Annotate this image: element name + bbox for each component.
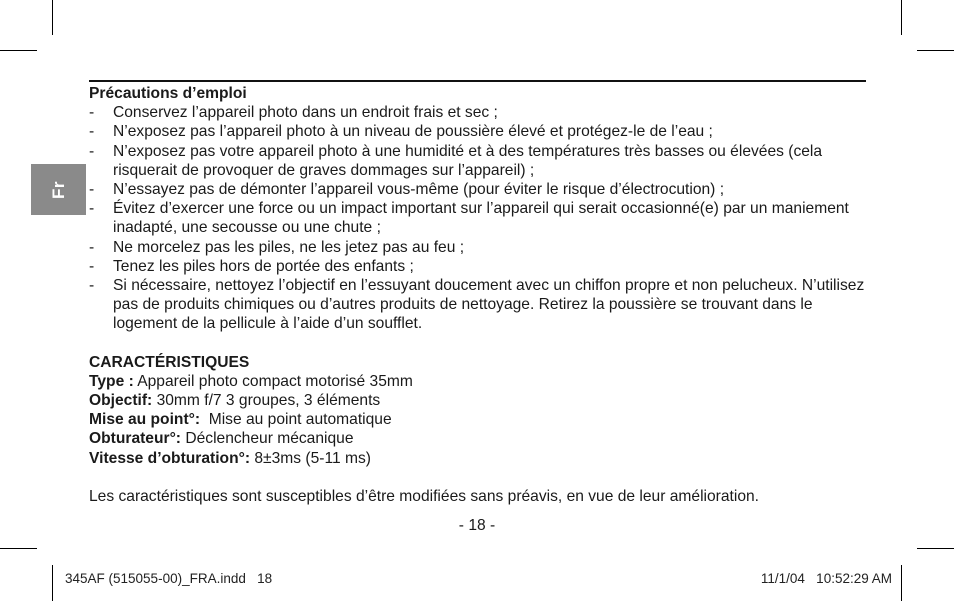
spacer [89,334,869,353]
crop-mark-top-left [52,0,53,35]
crop-mark-top-left [0,50,37,51]
list-item: - N’essayez pas de démonter l’appareil vous-même (pour éviter le risque d’électrocution) ; [89,181,725,199]
language-tab-label: Fr [48,180,68,199]
spec-row-focus: Mise au point°: Mise au point automatique [89,411,392,429]
list-item: - N’exposez pas l’appareil photo à un niveau de poussière élevé et protégez-le de l’eau ; [89,123,713,141]
slug-filename: 345AF (515055-00)_FRA.indd 18 [65,571,273,586]
spec-row-shutter: Obturateur°: Déclencheur mécanique [89,430,354,448]
page-content [89,84,869,506]
crop-mark-top-right [901,0,902,35]
slug-datetime: 11/1/04 10:52:29 AM [760,571,892,586]
spacer [89,468,869,487]
crop-mark-bottom-right [901,565,902,601]
spec-row-shutter-speed: Vitesse d’obturation°: 8±3ms (5-11 ms) [89,449,371,467]
crop-mark-bottom-left [0,548,37,549]
list-item: - Conservez l’appareil photo dans un endroit frais et sec ; [89,104,498,122]
page-number: - 18 - [458,517,496,534]
list-item: - Tenez les piles hors de portée des enfants ; [89,257,414,275]
list-item: - N’exposez pas votre appareil photo à une humidité et à des températures très basses ou élevées (cela risquerait de provoquer de graves dommages sur l’appareil) ; [89,142,823,179]
list-item: - Évitez d’exercer une force ou un impact important sur l’appareil qui serait occasionné(e) par un maniement inadapté, une secousse ou une chute ; [89,200,849,237]
specs-heading: CARACTÉRISTIQUES [89,353,250,371]
list-item: - Ne morcelez pas les piles, ne les jetez pas au feu ; [89,238,465,256]
crop-mark-bottom-left [52,565,53,601]
spec-row-lens: Objectif: 30mm f/7 3 groupes, 3 éléments [89,392,381,410]
precautions-list [89,103,869,333]
crop-mark-bottom-right [917,548,954,549]
disclaimer-text: Les caractéristiques sont susceptibles d’être modifiées sans préavis, en vue de leur amélioration. [89,487,760,505]
spec-row-type: Type : Appareil photo compact motorisé 35mm [89,372,413,390]
header-rule [89,80,866,82]
precautions-heading: Précautions d’emploi [89,85,247,102]
list-item: - Si nécessaire, nettoyez l’objectif en l’essuyant doucement avec un chiffon propre et non pelucheux. N’utilisez pas de produits chimiques ou d’autres produits de nettoyage. Retirez la poussière se trouvant dans le logement de la pellicule à l’aide d’un soufflet. [89,277,865,333]
crop-mark-top-right [917,50,954,51]
language-tab [31,164,86,215]
